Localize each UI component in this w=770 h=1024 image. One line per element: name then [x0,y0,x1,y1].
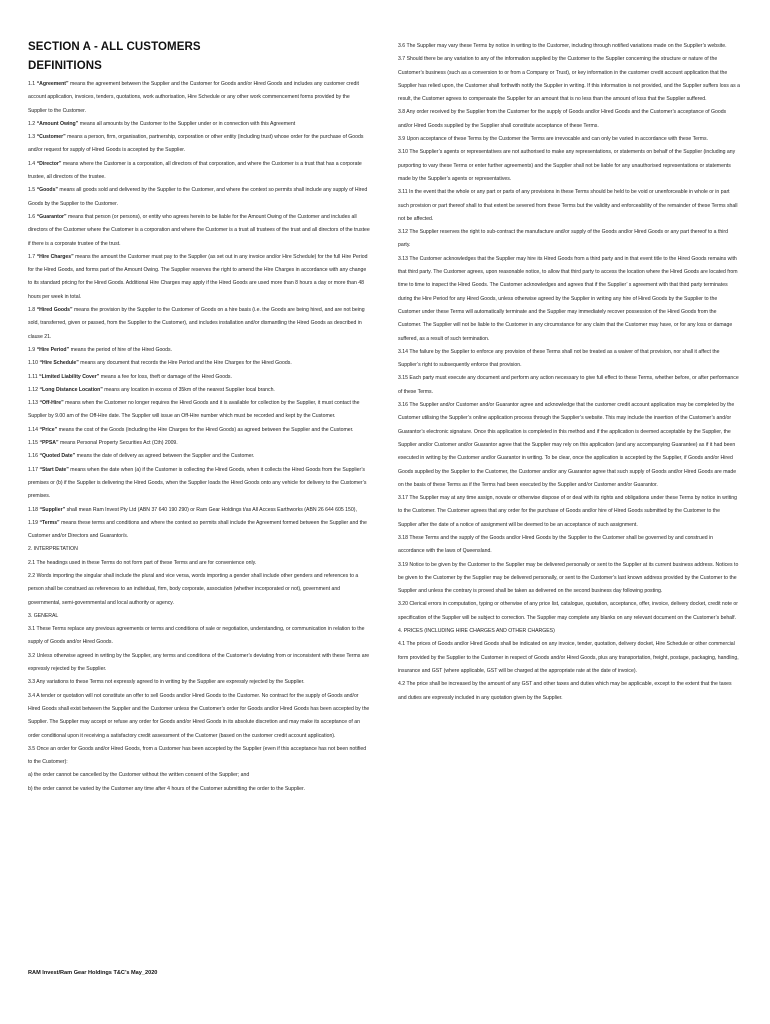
clause-paragraph: 4.2 The price shall be increased by the amount of any GST and other taxes and duties which may be applicable, except to the extent that the taxes and duties are expressly included in any quotation given by the Supplier. [398,681,732,701]
defined-term: “Guarantor” [36,213,67,220]
clause-paragraph: 3. GENERAL [28,612,59,619]
defined-term: “Hire Charges” [36,253,74,260]
clause-paragraph: 3.11 In the event that the whole or any part or parts of any provisions in these Terms should be held to be void or unenforceable in whole or in part such provision or part thereof shall to that extent be severed from these Terms but the validity and enforceability of the remainder of these Terms shall not be affected. [398,189,738,222]
defined-term: “Start Date” [39,466,69,473]
clause-paragraph: 3.18 These Terms and the supply of the Goods and/or Hired Goods by the Supplier to the Customer shall be governed by and construed in accordance with the laws of Queensland. [398,534,714,555]
defined-term: “Quoted Date” [39,453,76,460]
defined-term: “Terms” [39,519,60,526]
clause-paragraph: 1.7 “Hire Charges” means the amount the Customer must pay to the Supplier (as set out in any invoice and/or Hire Schedule) for the full Hire Period for the Hired Goods, and forms part of the Amount Owing. The Supplier reserves the right to amend the Hire Charges in accordance with any change to its standard pricing for the Hired Goods. Additional Hire Charges may apply if the Hired Goods are used more than 8 hours a day or more than 48 hours per week in total. [28,253,368,300]
clause-paragraph: 1.6 “Guarantor” means that person (or persons), or entity who agrees herein to be liable for the Amount Owing of the Customer and includes all directors of the Customer where the Customer is a corporation and where the Customer is a trust all trustees of the trust and all directors of the trustee if there is a corporate trustee of the trust. [28,213,370,247]
clause-paragraph: 3.12 The Supplier reserves the right to sub-contract the manufacture and/or supply of the Goods and/or Hired Goods or any part thereof to a third party. [398,229,728,249]
clause-paragraph: 3.19 Notice to be given by the Customer to the Supplier may be delivered personally or sent to the Supplier at its current business address. Notices to be given to the Customer by the Supplier may be delivered personally, or sent to the Customer’s last known address provided by the Customer to the Supplier and unless the contrary is proved shall be taken as delivered on the second business day following posting. [398,561,739,595]
clause-paragraph: 1.18 “Supplier” shall mean Ram Invest Pty Ltd (ABN 37 640 190 290) or Ram Gear Holdings t/as All Access Earthworks (ABN 26 644 605 150), [28,506,357,513]
clause-paragraph: 3.10 The Supplier’s agents or representatives are not authorised to make any representations, or statements on behalf of the Supplier (including any purporting to vary these Terms or enter further agreements) and the Supplier shall not be liable for any unauthorised representations or statements made by the Supplier’s agents or representatives. [398,149,736,182]
clause-paragraph: 3.4 A tender or quotation will not constitute an offer to sell Goods and/or Hired Goods to the Customer. No contract for the supply of Goods and/or Hired Goods shall exist between the Supplier and the Customer unless the Customer’s order for Goods and/or Hired Goods has been accepted by the Supplier. The Supplier may accept or refuse any order for Goods and/or Hired Goods in its absolute discretion and may make its acceptance of an order conditional upon it receiving a satisfactory credit assessment of the Customer (based on the customer credit account application). [28,692,370,739]
clause-paragraph: 1.13 “Off-Hire” means when the Customer no longer requires the Hired Goods and it is available for collection by the Supplier, it must contact the Supplier by 9.00 am of the Off-Hire date. The Supplier will issue an Off-Hire number which must be recorded and kept by the Customer. [28,400,360,420]
clause-paragraph: 3.9 Upon acceptance of these Terms by the Customer the Terms are irrevocable and can only be varied in accordance with these Terms. [398,136,709,143]
clause-paragraph: 1.9 “Hire Period” means the period of hire of the Hired Goods. [28,346,173,353]
clause-paragraph: 1.14 “Price” means the cost of the Goods (including the Hire Charges for the Hired Goods) as agreed between the Supplier and the Customer. [28,426,354,433]
clause-paragraph: 1.5 “Goods” means all goods sold and delivered by the Supplier to the Customer, and where the context so permits shall include any supply of Hired Goods by the Supplier to the Customer. [28,187,368,207]
clause-paragraph: 3.2 Unless otherwise agreed in writing by the Supplier, any terms and conditions of the Customer’s deviating from or inconsistent with these Terms are expressly rejected by the Supplier. [28,652,370,673]
clause-paragraph: 1.17 “Start Date” means when the date when (a) if the Customer is collecting the Hired Goods, when it collects the Hired Goods from the Supplier’s premises or (b) if the Supplier is delivering the Hired Goods, when the Supplier loads the Hired Goods onto any vehicle for delivery to the Customer’s premises. [28,466,367,500]
clause-paragraph: 3.7 Should there be any variation to any of the information supplied by the Customer to the Supplier concerning the structure or nature of the Customer’s business (such as a conversion to or from a Company or Trust), or key information in the customer credit account application that the Supplier has relied upon, the Customer shall forthwith notify the Supplier in writing. If this information is not provided, and the Supplier suffers loss as a result, the Customer agrees to compensate the Supplier for an amount that is no less than the amount of loss that the Supplier suffered. [398,56,740,103]
defined-term: “Long Distance Location” [39,386,103,393]
clause-paragraph: 3.5 Once an order for Goods and/or Hired Goods, from a Customer has been accepted by the Supplier (even if this acceptance has not been notified to the Customer): [28,745,367,766]
definitions-title: DEFINITIONS [28,60,102,72]
defined-term: “Hired Goods” [36,307,73,314]
left-column [28,78,370,796]
defined-term: “Customer” [36,134,66,141]
clause-paragraph: a) the order cannot be cancelled by the Customer without the written consent of the Supplier; and [28,772,250,779]
clause-paragraph: 3.13 The Customer acknowledges that the Supplier may hire its Hired Goods from a third party and in that event title to the Hired Goods remains with that third party. The Customer agrees, upon reasonable notice, to allow that third party to access the location where the Hired Goods are located from time to time to inspect the Hired Goods. The Customer acknowledges and agrees that if the Supplier’ s agreement with that third party terminates during the Hire Period for any Hired Goods, unless otherwise agreed by the Supplier in writing any hire of Hired Goods by the Supplier to the Customer under these Terms will automatically terminate and the Supplier may immediately recover possession of the Hired Goods from the Customer. The Supplier will not be liable to the Customer in any circumstance for any claim that the Customer may have, or for any loss or damage suffered, as a result of such termination. [398,255,738,342]
clause-paragraph: 4.1 The prices of Goods and/or Hired Goods shall be indicated on any invoice, tender, quotation, delivery docket, Hire Schedule or other commercial form provided by the Supplier to the Customer in respect of Goods and/or Hired Goods, plus any transportation, freight, postage, packaging, handling, insurance and GST (where applicable, GST will be charged at the appropriate rate at the date of invoice). [398,641,739,674]
clause-paragraph: 3.17 The Supplier may at any time assign, novate or otherwise dispose of or deal with its rights and obligations under these Terms by notice in writing to the Customer. The Customer agrees that any order for the purchase of Goods and/or hire of Hired Goods submitted by the Customer to the Supplier after the date of a notice of assignment will be deemed to be an acceptance of such assignment. [398,495,737,528]
defined-term: “Amount Owing” [36,120,79,127]
clause-paragraph: 3.20 Clerical errors in computation, typing or otherwise of any price list, catalogue, quotation, acceptance, offer, invoice, delivery docket, credit note or specification of the Supplier will be subject to correction. The Supplier may complete any blanks on any relevant document on the Customer’s behalf. [398,601,738,621]
defined-term: “Limited Liability Cover” [39,373,100,380]
clause-paragraph: 3.3 Any variations to these Terms not expressly agreed to in writing by the Supplier are expressly rejected by the Supplier. [28,679,305,686]
clause-paragraph: 1.2 “Amount Owing” means all amounts by the Customer to the Supplier under or in connection with this Agreement [28,120,296,127]
clause-paragraph: 1.3 “Customer” means a person, firm, organisation, partnership, corporation or other entity (including trust) whose order for the purchase of Goods and/or request for supply of Hired Goods is accepted by the Supplier. [28,134,364,154]
clause-paragraph: 3.8 Any order received by the Supplier from the Customer for the supply of Goods and/or Hired Goods and the Customer’s acceptance of Goods and/or Hired Goods supplied by the Supplier shall constitute acceptance of these Terms. [398,109,727,129]
clause-paragraph: 3.15 Each party must execute any document and perform any action necessary to give full effect to these Terms, whether before, or after performance of these Terms. [398,375,739,395]
defined-term: “Director” [36,160,62,167]
clause-paragraph: 3.6 The Supplier may vary these Terms by notice in writing to the Customer, including through notified variations made on the Supplier’s website. [398,43,727,49]
footer-text: RAM Invest/Ram Gear Holdings T&C’s May_2020 [28,970,158,976]
clause-paragraph: 1.19 “Terms” means these terms and conditions and where the context so permits shall include the Agreement formed between the Supplier and the Customer and/or Directors and Guarantor/s. [28,519,367,540]
clause-paragraph: 1.16 “Quoted Date” means the date of delivery as agreed between the Supplier and the Customer. [28,453,255,460]
defined-term: “Goods” [36,187,58,194]
defined-term: “PPSA” [39,440,59,447]
clause-paragraph: 1.15 “PPSA” means Personal Property Securities Act (Cth) 2009. [28,440,178,447]
defined-term: “Hire Period” [36,346,70,353]
defined-term: “Off-Hire” [39,400,64,407]
clause-paragraph: 1.8 “Hired Goods” means the provision by the Supplier to the Customer of Goods on a hire basis (i.e. the Goods are being hired, and are not being sold, transferred, given or passed, from the Supplier to the Customer), and includes installation and/or dismantling the Hired Goods as described in clause 21. [28,307,365,340]
clause-paragraph: 1.11 “Limited Liability Cover” means a fee for loss, theft or damage of the Hired Goods. [28,373,232,380]
clause-paragraph: b) the order cannot be varied by the Customer any time after 4 hours of the Customer submitting the order to the Supplier. [28,785,305,792]
clause-paragraph: 1.4 “Director” means where the Customer is a corporation, all directors of that corporation, and where the Customer is a trust that has a corporate trustee, all directors of the trustee. [28,160,362,181]
clause-paragraph: 2.1 The headings used in these Terms do not form part of these Terms and are for convenience only. [28,559,257,566]
clause-paragraph: 3.14 The failure by the Supplier to enforce any provision of these Terms shall not be treated as a waiver of that provision, nor shall it affect the Supplier’s right to subsequently enforce that provision. [398,348,720,369]
defined-term: “Price” [39,426,58,433]
clause-paragraph: 2.2 Words importing the singular shall include the plural and vice versa, words importing a gender shall include other genders and references to a person shall be construed as references to an individual, firm, body corporate, association (whether incorporated or not), government and governmental, semi-governmental and local authority or agency. [28,572,359,606]
defined-term: “Agreement” [36,81,69,87]
clause-paragraph: 1.1 “Agreement” means the agreement between the Supplier and the Customer for Goods and/or Hired Goods and includes any customer credit account application, invoices, tenders, quotations, work authorisation, Hire Schedule or any other work commencement forms provided by the Supplier to the Customer. [28,81,359,114]
clause-paragraph: 4. PRICES (INCLUDING HIRE CHARGES AND OTHER CHARGES) [398,628,555,635]
clause-paragraph: 1.12 “Long Distance Location” means any location in excess of 35km of the nearest Supplier local branch. [28,386,275,393]
section-title: SECTION A - ALL CUSTOMERS [28,41,201,53]
defined-term: “Supplier” [39,506,66,513]
section-heading [28,38,358,76]
clause-paragraph: 3.1 These Terms replace any previous agreements or terms and conditions of sale or negotiation, understanding, or communication in relation to the supply of Goods and/or Hired Goods. [28,626,365,646]
defined-term: “Hire Schedule” [39,360,79,367]
clause-paragraph: 2. INTERPRETATION [28,546,78,553]
right-column [398,40,740,705]
clause-paragraph: 1.10 “Hire Schedule” means any document that records the Hire Period and the Hire Charges for the Hired Goods. [28,360,292,367]
clause-paragraph: 3.16 The Supplier and/or Customer and/or Guarantor agree and acknowledge that the customer credit account application may be completed by the Customer utilising the Supplier’s online application process through the Supplier’s website. This may include the insertion of the Customer’s and/or Guarantor’s electronic signature. Once this application is completed in this method and if the application is deemed acceptable by the Supplier, the Supplier and/or Customer and/or Guarantor agree that the Supplier may rely on this application (and any accompanying Guarantee) as if it had been executed in writing by the Customer and/or Guarantor in writing. To be clear, once the application is accepted by the Supplier, if Goods and/or Hired Goods supplied by the Supplier to the Customer, the Customer and/or any Guarantor agree that such supply of Goods and/or Hired Goods are made on the basis of these Terms as if the Terms had been executed by the Supplier and/or Customer and/or Guarantor. [398,402,737,488]
